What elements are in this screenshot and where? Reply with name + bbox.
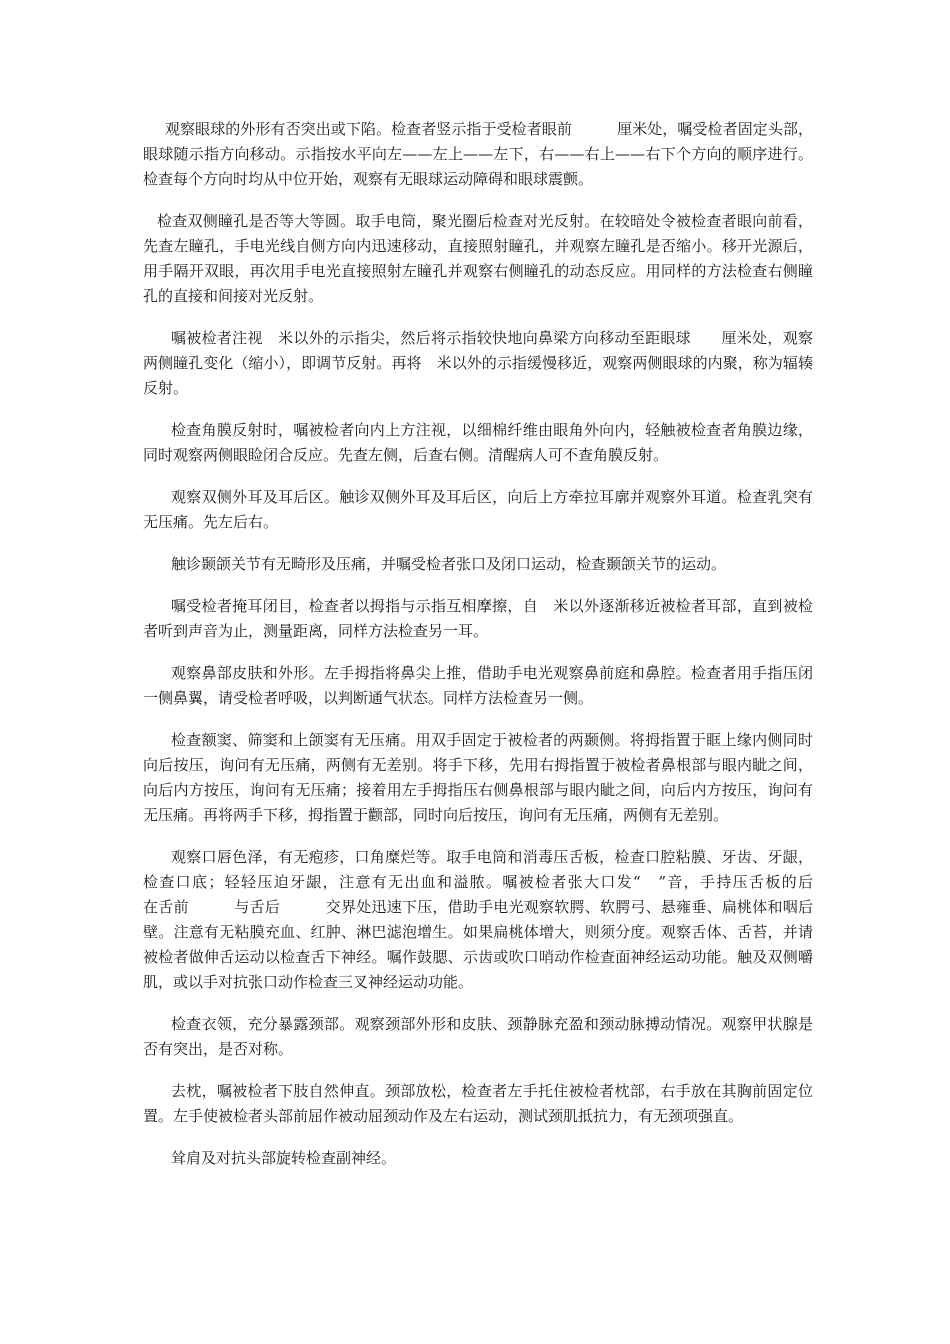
paragraph-sinus-tenderness: 检查额窦、筛窦和上颌窦有无压痛。用双手固定于被检者的两颞侧。将拇指置于眶上缘内侧同时向后按压，询问有无压痛，两侧有无差别。将手下移，先用右拇指置于被检者鼻根部与眼内眦之间，向后内方按压，询问有无压痛；接着用左手拇指压右侧鼻根部与眼内眦之间，向后内方按压，询问有无压痛。再将两手下移，拇指置于颧部，同时向后按压，询问有无压痛，两侧有无差别。 <box>143 731 813 824</box>
paragraph-accessory-nerve: 耸肩及对抗头部旋转检查副神经。 <box>171 1149 397 1167</box>
paragraph-nose: 观察鼻部皮肤和外形。左手拇指将鼻尖上推，借助手电光观察鼻前庭和鼻腔。检查者用手指压闭一侧鼻翼，请受检者呼吸，以判断通气状态。同样方法检查另一侧。 <box>143 664 813 707</box>
paragraph-tmj: 触诊颞颌关节有无畸形及压痛，并嘱受检者张口及闭口运动，检查颞颌关节的运动。 <box>171 555 727 573</box>
paragraph-external-ear: 观察双侧外耳及耳后区。触诊双侧外耳及耳后区，向后上方牵拉耳廓并观察外耳道。检查乳突有无压痛。先左后右。 <box>143 488 813 531</box>
paragraph-pupil-reflex: 检查双侧瞳孔是否等大等圆。取手电筒，聚光圈后检查对光反射。在较暗处令被检查者眼向前看，先查左瞳孔，手电光线自侧方向内迅速移动，直接照射瞳孔，并观察左瞳孔是否缩小。移开光源后，用手隔开双眼，再次用手电光直接照射左瞳孔并观察右侧瞳孔的动态反应。用同样的方法检查右侧瞳孔的直接和间接对光反射。 <box>143 212 813 305</box>
paragraph-oral-cavity: 观察口唇色泽，有无疱疹，口角糜烂等。取手电筒和消毒压舌板，检查口腔粘膜、牙齿、牙龈，检查口底；轻轻压迫牙龈，注意有无出血和溢脓。嘱被检者张大口发“ ”音，手持压舌板的后 在舌前 与舌后 交界处迅速下压，借助手电光观察软腭、软腭弓、悬雍垂、扁桃体和咽后壁。注意有无粘膜充血、红肿、淋巴滤泡增生。如果扁桃体增大，则须分度。观察舌体、舌苔，并请被检者做伸舌运动以检查舌下神经。嘱作鼓腮、示齿或吹口哨动作检查面神经运动功能。触及双侧嚼肌，或以手对抗张口动作检查三叉神经运动功能。 <box>143 848 859 991</box>
paragraph-neck-inspection: 检查衣领，充分暴露颈部。观察颈部外形和皮肤、颈静脉充盈和颈动脉搏动情况。观察甲状腺是否有突出，是否对称。 <box>143 1015 813 1058</box>
paragraph-neck-stiffness: 去枕，嘱被检者下肢自然伸直。颈部放松，检查者左手托住被检者枕部，右手放在其胸前固定位置。左手使被检者头部前屈作被动屈颈动作及左右运动，测试颈肌抵抗力，有无颈项强直。 <box>143 1082 813 1125</box>
paragraph-hearing-test: 嘱受检者掩耳闭目，检查者以拇指与示指互相摩擦，自 米以外逐渐移近被检者耳部，直到被检者听到声音为止，测量距离，同样方法检查另一耳。 <box>143 597 813 640</box>
paragraph-eye-movement: 观察眼球的外形有否突出或下陷。检查者竖示指于受检者眼前 厘米处，嘱受检者固定头部，眼球随示指方向移动。示指按水平向左——左上——左下，右——右上——右下个方向的顺序进行。检查每个方向时均从中位开始，观察有无眼球运动障碍和眼球震颤。 <box>143 120 813 188</box>
paragraph-accommodation-reflex: 嘱被检者注视 米以外的示指尖，然后将示指较快地向鼻梁方向移动至距眼球 厘米处，观察两侧瞳孔变化（缩小），即调节反射。再将 米以外的示指缓慢移近，观察两侧眼球的内聚，称为辐辏反射。 <box>143 329 813 397</box>
paragraph-corneal-reflex: 检查角膜反射时，嘱被检者向内上方注视，以细棉纤维由眼角外向内，轻触被检查者角膜边缘，同时观察两侧眼睑闭合反应。先查左侧，后查右侧。清醒病人可不查角膜反射。 <box>143 421 813 464</box>
document-body <box>143 117 859 1188</box>
